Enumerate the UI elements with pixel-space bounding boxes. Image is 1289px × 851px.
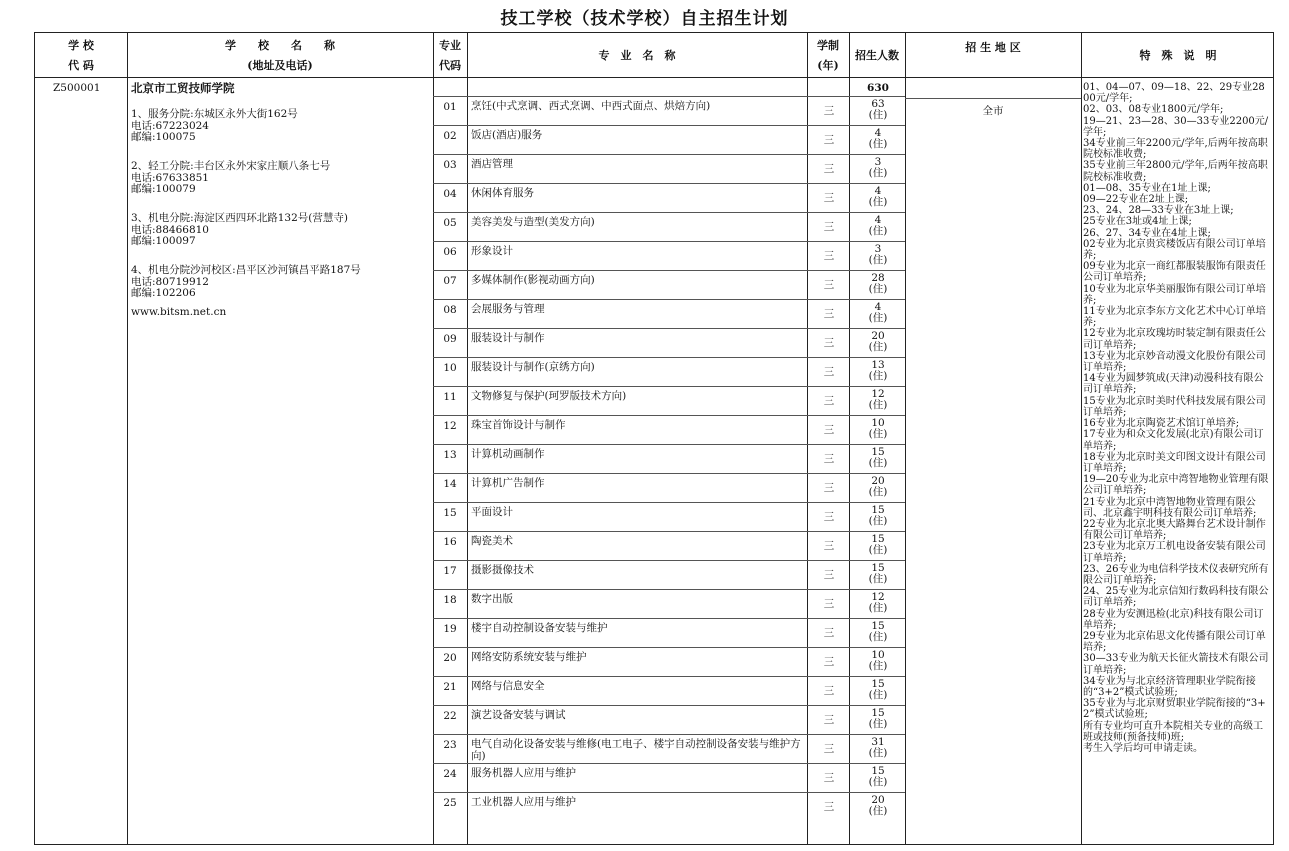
remark-item: 19—21、23—28、30—33专业2200元/学年; xyxy=(1083,115,1269,138)
table-row xyxy=(433,502,905,531)
remark-item: 14专业为圆梦筑成(天津)动漫科技有限公司订单培养; xyxy=(1083,373,1264,396)
table-row xyxy=(433,212,905,241)
remark-item: 13专业为北京妙音动漫文化股份有限公司订单培养; xyxy=(1083,350,1266,374)
boarding-note: (住) xyxy=(868,718,888,730)
major-enrollment xyxy=(851,563,905,585)
major-duration: 三 xyxy=(823,221,835,233)
remark-item: 10专业为北京华美丽服饰有限公司订单培养; xyxy=(1083,283,1266,306)
enrollment-count: 4 xyxy=(874,301,882,313)
major-duration: 三 xyxy=(823,656,835,668)
remark-item: 考生入学后均可申请走读。 xyxy=(1083,742,1203,754)
table-row xyxy=(433,183,905,212)
enrollment-count: 4 xyxy=(874,127,882,139)
major-duration: 三 xyxy=(823,482,835,494)
enrollment-count: 20 xyxy=(871,475,885,487)
major-enrollment xyxy=(851,795,905,817)
major-enrollment xyxy=(851,99,905,121)
enrollment-count: 15 xyxy=(871,446,885,458)
boarding-note: (住) xyxy=(868,515,888,527)
major-enrollment xyxy=(851,186,905,208)
branch-address: 3、机电分院:海淀区西四环北路132号(营慧寺) 电话:88466810 邮编:100097 xyxy=(131,212,348,247)
major-duration: 三 xyxy=(823,453,835,465)
major-code: 22 xyxy=(443,710,457,722)
major-code: 10 xyxy=(443,362,457,374)
remark-item: 24、25专业为北京信知行数码科技有限公司订单培养; xyxy=(1083,586,1269,609)
remark-item: 23专业为北京万工机电设备安装有限公司订单培养; xyxy=(1083,541,1266,564)
major-duration: 三 xyxy=(823,105,835,117)
major-name: 美容美发与造型(美发方向) xyxy=(471,216,595,228)
major-name: 计算机广告制作 xyxy=(471,477,545,489)
table-row xyxy=(433,763,905,792)
major-code: 25 xyxy=(443,797,457,809)
remark-item: 所有专业均可直升本院相关专业的高级工班或技师(预备技师)班; xyxy=(1083,720,1263,743)
major-enrollment xyxy=(851,766,905,788)
major-name: 休闲体育服务 xyxy=(471,187,534,199)
major-name: 珠宝首饰设计与制作 xyxy=(471,419,566,431)
remarks-list xyxy=(1083,82,1269,754)
major-code: 06 xyxy=(443,246,457,258)
major-name: 电气自动化设备安装与维修(电工电子、楼宇自动控制设备安装与维护方向) xyxy=(471,738,801,762)
remark-item: 15专业为北京时美时代科技发展有限公司订单培养; xyxy=(1083,395,1266,418)
boarding-note: (住) xyxy=(868,196,888,208)
table-row xyxy=(433,792,905,821)
total-enrollment: 630 xyxy=(867,82,889,94)
header-remarks: 特 殊 说 明 xyxy=(1139,49,1217,62)
major-enrollment xyxy=(851,737,905,759)
table-row xyxy=(433,241,905,270)
enrollment-count: 13 xyxy=(871,359,885,371)
table-row xyxy=(433,473,905,502)
table-row xyxy=(433,328,905,357)
major-enrollment xyxy=(851,447,905,469)
major-code: 18 xyxy=(443,594,457,606)
header-major-code: 专业 代码 xyxy=(439,39,461,72)
remark-item: 35专业为与北京财贸职业学院衔接的“3+2”模式试验班; xyxy=(1083,698,1266,721)
table-row xyxy=(433,647,905,676)
major-duration: 三 xyxy=(823,134,835,146)
boarding-note: (住) xyxy=(868,602,888,614)
enrollment-count: 15 xyxy=(871,533,885,545)
major-code: 15 xyxy=(443,507,457,519)
table-row xyxy=(433,154,905,183)
major-code: 03 xyxy=(443,159,457,171)
major-name: 陶瓷美术 xyxy=(471,535,513,547)
remark-item: 34专业前三年2200元/学年,后两年按高职院校标准收费; xyxy=(1083,138,1268,161)
table-row xyxy=(433,386,905,415)
major-code: 23 xyxy=(443,739,457,751)
major-code: 04 xyxy=(443,188,457,200)
boarding-note: (住) xyxy=(868,428,888,440)
remark-item: 19—20专业为北京中湾智地物业管理有限公司订单培养; xyxy=(1083,474,1269,497)
major-enrollment xyxy=(851,389,905,411)
school-code: Z500001 xyxy=(53,82,101,94)
remark-item: 09专业为北京一商红都服装服饰有限责任公司订单培养; xyxy=(1083,261,1266,284)
remark-item: 16专业为北京陶瓷艺术馆订单培养; xyxy=(1083,418,1240,430)
major-name: 演艺设备安装与调试 xyxy=(471,709,566,721)
enrollment-count: 12 xyxy=(871,388,885,400)
header-major-name: 专 业 名 称 xyxy=(598,49,676,62)
boarding-note: (住) xyxy=(868,312,888,324)
major-duration: 三 xyxy=(823,685,835,697)
major-name: 网络安防系统安装与维护 xyxy=(471,651,587,663)
major-enrollment xyxy=(851,331,905,353)
boarding-note: (住) xyxy=(868,486,888,498)
major-name: 计算机动画制作 xyxy=(471,448,545,460)
major-name: 烹饪(中式烹调、西式烹调、中西式面点、烘焙方向) xyxy=(471,100,711,112)
table-row xyxy=(433,618,905,647)
major-enrollment xyxy=(851,650,905,672)
header-divider xyxy=(35,77,1273,78)
major-enrollment xyxy=(851,302,905,324)
major-duration: 三 xyxy=(823,279,835,291)
major-enrollment xyxy=(851,534,905,556)
remark-item: 23、26专业为电信科学技术仪表研究所有限公司订单培养; xyxy=(1083,563,1269,586)
enrollment-count: 3 xyxy=(874,156,882,168)
major-name: 多媒体制作(影视动画方向) xyxy=(471,274,595,286)
table-row xyxy=(433,96,905,125)
col-divider xyxy=(127,33,128,844)
major-duration: 三 xyxy=(823,308,835,320)
major-enrollment xyxy=(851,360,905,382)
remark-item: 01、04—07、09—18、22、29专业2800元/学年; xyxy=(1083,82,1265,105)
boarding-note: (住) xyxy=(868,631,888,643)
major-duration: 三 xyxy=(823,424,835,436)
major-code: 02 xyxy=(443,130,457,142)
major-duration: 三 xyxy=(823,569,835,581)
enrollment-count: 20 xyxy=(871,794,885,806)
col-divider xyxy=(905,33,906,844)
remark-item: 30—33专业为航天长征火箭技术有限公司订单培养; xyxy=(1083,653,1269,676)
boarding-note: (住) xyxy=(868,544,888,556)
major-enrollment xyxy=(851,708,905,730)
major-enrollment xyxy=(851,215,905,237)
boarding-note: (住) xyxy=(868,283,888,295)
enrollment-count: 10 xyxy=(871,417,885,429)
remark-item: 17专业为和众文化发展(北京)有限公司订单培养; xyxy=(1083,429,1264,452)
enrollment-count: 31 xyxy=(871,736,885,748)
table-row xyxy=(433,125,905,154)
remark-item: 22专业为北京北奥大路舞台艺术设计制作有限公司订单培养; xyxy=(1083,518,1266,542)
major-duration: 三 xyxy=(823,250,835,262)
branch-address: 2、轻工分院:丰台区永外宋家庄顺八条七号 电话:67633851 邮编:100079 xyxy=(131,160,331,195)
enrollment-count: 10 xyxy=(871,649,885,661)
table-row xyxy=(433,357,905,386)
major-duration: 三 xyxy=(823,540,835,552)
boarding-note: (住) xyxy=(868,254,888,266)
boarding-note: (住) xyxy=(868,747,888,759)
major-code: 14 xyxy=(443,478,457,490)
major-duration: 三 xyxy=(823,192,835,204)
header-school-name: 学 校 名 称 (地址及电话) xyxy=(225,39,335,72)
major-code: 17 xyxy=(443,565,457,577)
enrollment-count: 15 xyxy=(871,504,885,516)
header-enrollment: 招生人数 xyxy=(855,49,899,62)
remark-item: 01—08、35专业在1址上课; xyxy=(1083,182,1211,194)
major-name: 摄影摄像技术 xyxy=(471,564,534,576)
table-row xyxy=(433,676,905,705)
major-name: 会展服务与管理 xyxy=(471,303,545,315)
major-code: 24 xyxy=(443,768,457,780)
enrollment-count: 15 xyxy=(871,620,885,632)
major-name: 平面设计 xyxy=(471,506,513,518)
header-duration: 学制 (年) xyxy=(817,39,839,72)
major-enrollment xyxy=(851,476,905,498)
school-name: 北京市工贸技师学院 xyxy=(131,81,235,95)
table-row xyxy=(433,734,905,763)
header-school-code: 学 校 代 码 xyxy=(68,39,94,72)
remark-item: 23、24、28—33专业在3址上课; xyxy=(1083,205,1234,217)
branch-address: 4、机电分院沙河校区:昌平区沙河镇昌平路187号 电话:80719912 邮编:102206 xyxy=(131,264,361,299)
enrollment-region: 全市 xyxy=(982,105,1004,117)
table-row xyxy=(433,415,905,444)
enrollment-count: 15 xyxy=(871,562,885,574)
enrollment-count: 63 xyxy=(871,98,885,110)
major-duration: 三 xyxy=(823,598,835,610)
boarding-note: (住) xyxy=(868,573,888,585)
major-enrollment xyxy=(851,157,905,179)
remark-item: 11专业为北京李东方文化艺术中心订单培养; xyxy=(1083,306,1266,329)
enrollment-count: 20 xyxy=(871,330,885,342)
remark-item: 21专业为北京中湾智地物业管理有限公司、北京鑫宇明科技有限公司订单培养; xyxy=(1083,496,1257,519)
major-code: 12 xyxy=(443,420,457,432)
boarding-note: (住) xyxy=(868,167,888,179)
major-duration: 三 xyxy=(823,772,835,784)
region-divider xyxy=(905,98,1081,99)
major-enrollment xyxy=(851,418,905,440)
major-code: 19 xyxy=(443,623,457,635)
enrollment-count: 15 xyxy=(871,765,885,777)
major-duration: 三 xyxy=(823,511,835,523)
remark-item: 18专业为北京时美文印图文设计有限公司订单培养; xyxy=(1083,451,1266,474)
enrollment-count: 15 xyxy=(871,678,885,690)
enrollment-count: 3 xyxy=(874,243,882,255)
boarding-note: (住) xyxy=(868,805,888,817)
major-enrollment xyxy=(851,505,905,527)
remark-item: 29专业为北京佑思文化传播有限公司订单培养; xyxy=(1083,630,1266,654)
page-title: 技工学校（技术学校）自主招生计划 xyxy=(500,9,789,29)
major-code: 05 xyxy=(443,217,457,229)
enrollment-count: 28 xyxy=(871,272,885,284)
major-name: 服装设计与制作 xyxy=(471,332,545,344)
table-row xyxy=(433,299,905,328)
major-name: 工业机器人应用与维护 xyxy=(471,796,576,808)
table-row xyxy=(433,589,905,618)
major-duration: 三 xyxy=(823,714,835,726)
boarding-note: (住) xyxy=(868,776,888,788)
boarding-note: (住) xyxy=(868,399,888,411)
major-name: 数字出版 xyxy=(471,593,513,605)
remark-item: 34专业为与北京经济管理职业学院衔接的“3+2”模式试验班; xyxy=(1083,675,1256,698)
school-website: www.bitsm.net.cn xyxy=(131,306,227,318)
major-name: 文物修复与保护(珂罗版技术方向) xyxy=(471,390,627,402)
table-row xyxy=(433,444,905,473)
branch-address: 1、服务分院:东城区永外大街162号 电话:67223024 邮编:100075 xyxy=(131,108,298,143)
major-code: 11 xyxy=(443,391,457,403)
major-duration: 三 xyxy=(823,395,835,407)
major-code: 20 xyxy=(443,652,457,664)
major-duration: 三 xyxy=(823,366,835,378)
remark-item: 02、03、08专业1800元/学年; xyxy=(1083,104,1224,116)
remark-item: 35专业前三年2800元/学年,后两年按高职院校标准收费; xyxy=(1083,160,1268,183)
boarding-note: (住) xyxy=(868,109,888,121)
major-duration: 三 xyxy=(823,627,835,639)
major-code: 16 xyxy=(443,536,457,548)
major-code: 01 xyxy=(443,101,457,113)
boarding-note: (住) xyxy=(868,341,888,353)
enrollment-count: 12 xyxy=(871,591,885,603)
boarding-note: (住) xyxy=(868,138,888,150)
major-code: 13 xyxy=(443,449,457,461)
major-enrollment xyxy=(851,244,905,266)
remark-item: 26、27、34专业在4址上课; xyxy=(1083,227,1211,239)
boarding-note: (住) xyxy=(868,225,888,237)
major-name: 形象设计 xyxy=(471,245,513,257)
boarding-note: (住) xyxy=(868,689,888,701)
major-enrollment xyxy=(851,679,905,701)
table-row xyxy=(433,531,905,560)
remark-item: 09—22专业在2址上课; xyxy=(1083,194,1189,206)
boarding-note: (住) xyxy=(868,660,888,672)
major-name: 服装设计与制作(京绣方向) xyxy=(471,361,595,373)
table-row xyxy=(433,560,905,589)
boarding-note: (住) xyxy=(868,457,888,469)
major-name: 楼宇自动控制设备安装与维护 xyxy=(471,622,608,634)
remark-item: 28专业为安测迅检(北京)科技有限公司订单培养; xyxy=(1083,608,1264,631)
enrollment-count: 4 xyxy=(874,185,882,197)
table-row xyxy=(433,270,905,299)
major-code: 09 xyxy=(443,333,457,345)
major-enrollment xyxy=(851,592,905,614)
major-name: 网络与信息安全 xyxy=(471,680,545,692)
major-duration: 三 xyxy=(823,163,835,175)
enrollment-count: 15 xyxy=(871,707,885,719)
major-duration: 三 xyxy=(823,801,835,813)
major-duration: 三 xyxy=(823,743,835,755)
major-code: 07 xyxy=(443,275,457,287)
major-code: 21 xyxy=(443,681,457,693)
col-divider xyxy=(1081,33,1082,844)
table-row xyxy=(433,705,905,734)
major-enrollment xyxy=(851,273,905,295)
remark-item: 25专业在3址或4址上课; xyxy=(1083,216,1192,228)
major-name: 饭店(酒店)服务 xyxy=(471,129,543,141)
remark-item: 12专业为北京玫瑰坊时装定制有限责任公司订单培养; xyxy=(1083,328,1266,351)
major-code: 08 xyxy=(443,304,457,316)
major-duration: 三 xyxy=(823,337,835,349)
enrollment-count: 4 xyxy=(874,214,882,226)
major-enrollment xyxy=(851,621,905,643)
major-name: 酒店管理 xyxy=(471,158,513,170)
enrollment-table xyxy=(34,32,1274,845)
boarding-note: (住) xyxy=(868,370,888,382)
remark-item: 02专业为北京贵宾楼饭店有限公司订单培养; xyxy=(1083,238,1266,262)
major-name: 服务机器人应用与维护 xyxy=(471,767,576,779)
major-enrollment xyxy=(851,128,905,150)
header-region: 招 生 地 区 xyxy=(965,41,1021,54)
